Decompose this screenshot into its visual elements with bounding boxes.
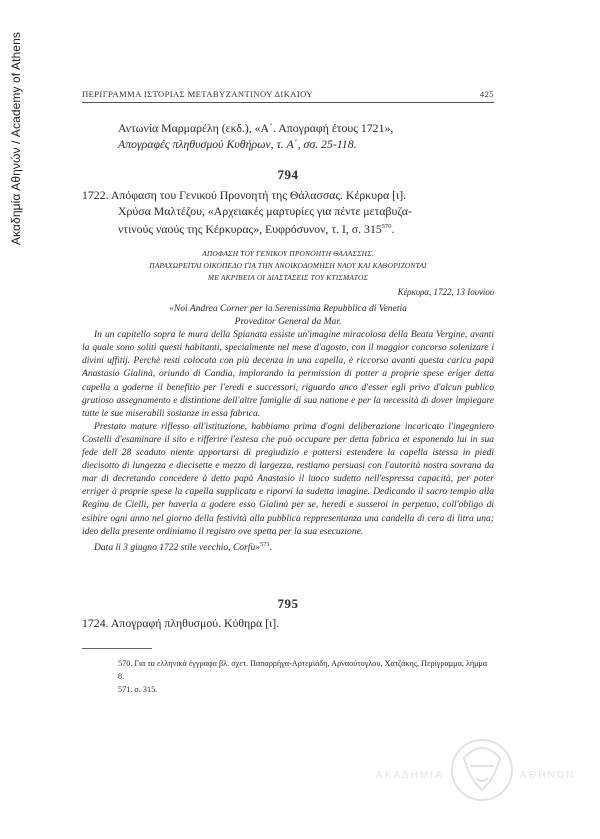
running-head [82, 89, 494, 99]
footnote-rule [82, 648, 152, 649]
doc-title-line-1: ΑΠΟΦΑΣΗ ΤΟΥ ΓΕΝΙΚΟΥ ΠΡΟΝΟΗΤΗ ΘΑΛΑΣΣΗΣ. [202, 249, 374, 258]
watermark-left-text: ΑΚΑΔΗΜΙΑ [376, 770, 444, 781]
entry-794-line-3: ντινούς ναούς της Κέρκυρας», Ευφρόσυνον, τ. Ι, σ. $315^{570}$. [118, 222, 395, 237]
footnote-ref-571: 571 [260, 540, 270, 548]
doc-place-date: Κέρκυρα, 1722, 13 Ιουνίου [397, 287, 494, 297]
entry-795-heading [82, 616, 494, 632]
document-title [82, 248, 494, 285]
entry-795-number: 795 [277, 596, 299, 611]
entry-795-line-1: 1724. Απογραφή πληθυσμού. Κύθηρα [ι]. [82, 616, 280, 630]
entry-794-number: 794 [277, 167, 299, 182]
entry-794-line-1: 1722. Απόφαση του Γενικού Προνοητή της Θάλασσας. Κέρκυρα [ι]. [82, 188, 407, 202]
athena-head-icon [452, 740, 512, 800]
document-body [82, 302, 494, 554]
entry-794-line-2: Χρύσα Μαλτέζου, «Αρχειακές μαρτυρίες για πέντε μεταβυζα- [118, 203, 412, 218]
header-rule [82, 102, 494, 103]
doc-heading-line-1: «Noi Andrea Corner per la Serenissima Repubblica di Venetia [169, 303, 407, 314]
doc-paragraph-3: Data li 3 giugno 1722 stile vecchio, Corfù»$^{571}$. [94, 540, 273, 553]
doc-title-line-2: ΠΑΡΑΧΩΡΕΙΤΑΙ ΟΙΚΟΠΕΔΟ ΓΙΑ ΤΗΝ ΑΝΟΙΚΟΔΟΜΗΣΗ ΝΑΟΥ ΚΑΙ ΚΑΘΟΡΙΖΟΝΤΑΙ [149, 261, 427, 271]
academy-side-label: Ακαδημία Αθηνών / Academy of Athens [9, 32, 23, 245]
watermark-right-text: ΑΘΗΝΩΝ [520, 770, 576, 781]
running-head-title: ΠΕΡΙΓΡΑΜΜΑ ΙΣΤΟΡΙΑΣ ΜΕΤΑΒΥΖΑΝΤΙΝΟΥ ΔΙΚΑΙΟΥ [82, 89, 313, 99]
entry-794-heading [82, 188, 494, 238]
intro-line-1: Αντωνία Μαρμαρέλη (εκδ.), «Α΄. Απογραφή έτους 1721», [118, 121, 394, 135]
doc-paragraph-2: Prestato mature riflesso all'istituzione, habbiamo prima d'ogni deliberazione incaricato l'ingegniero Costelli d'esaminare il sito e rifferire l'estesa che può occupare per detta fabrica et esponendo lui in sua fede dell 28 scaduto niente apportarsi di pregiudizio e pottersi estendere la capella istessa in piedi diecisotto di lungezza e diecisette e mezzo di largezza, restiamo persuasi con l'autorità nostra sovrana da mar di decretando concedere à detto papà Anastasio il luoco sudetto nell'espressa capacità, per poter erriger à proprie spese la capella supplicata e riporvi la sudetta imagine. Dedicando il sacro tempio alla Regina de Cielli, per haverla a godere esso Gialinà per se, heredi e susseroi in perpetuo, coll'obligo di esibire ogni anno nel giorno della festività alla pubblica reppresentanza una candella di cera di litra una; ideo della presente ordiniamo il registro ove spetta per la sua esecuzione. [82, 420, 494, 537]
doc-place-date-wrap [82, 287, 494, 297]
footnote-ref-570: 570 [381, 223, 392, 231]
academy-watermark [372, 728, 592, 818]
page-number: 425 [479, 89, 494, 99]
footnote-571: 571. σ. 315. [118, 685, 158, 694]
doc-title-line-3: ΜΕ ΑΚΡΙΒΕΙΑ ΟΙ ΔΙΑΣΤΑΣΕΙΣ ΤΟΥ ΚΤΙΣΜΑΤΟΣ [207, 273, 369, 283]
doc-heading-line-2: Proveditor General da Mar. [234, 316, 342, 328]
footnotes [82, 657, 494, 696]
intro-reference [82, 121, 494, 152]
footnote-570: 570. Για τα ελληνικά έγγραφα βλ. σχετ. Παπαρρήγα-Αρτεμιάδη, Αρναούτογλου, Χατζάκης, Περίγραμμα, λήμμα 8. [118, 659, 488, 681]
doc-paragraph-1: In un capitello sopra le mura della Spianata essiste un'imagine miracolosa della Beata Vergine, avanti la quale sono soliti questi habitanti, specialmente nel mese d'agosto, con il maggior concorso solenizare i divini uffitij. Perchè resti colocata con più decenza in una capella, è riccorso avanti questa carica papà Anastasio Gialinà, oriundo di Candia, implorando la permission di potter a proprie spese eriger detta capella a goderne il benefitio per l'eredi e successori, riguardo anco d'esser egli privo d'alcun publico gratioso assegnamento e distintione dell'altre famiglie di sua natione e per la necessità di dover impiegare tutte le sue miserabili sostanze in essa fabrica. [82, 329, 494, 419]
intro-line-2: Απογραφές πληθυσμού Κυθήρων, τ. Α΄, σσ. 25-118. [118, 136, 357, 151]
